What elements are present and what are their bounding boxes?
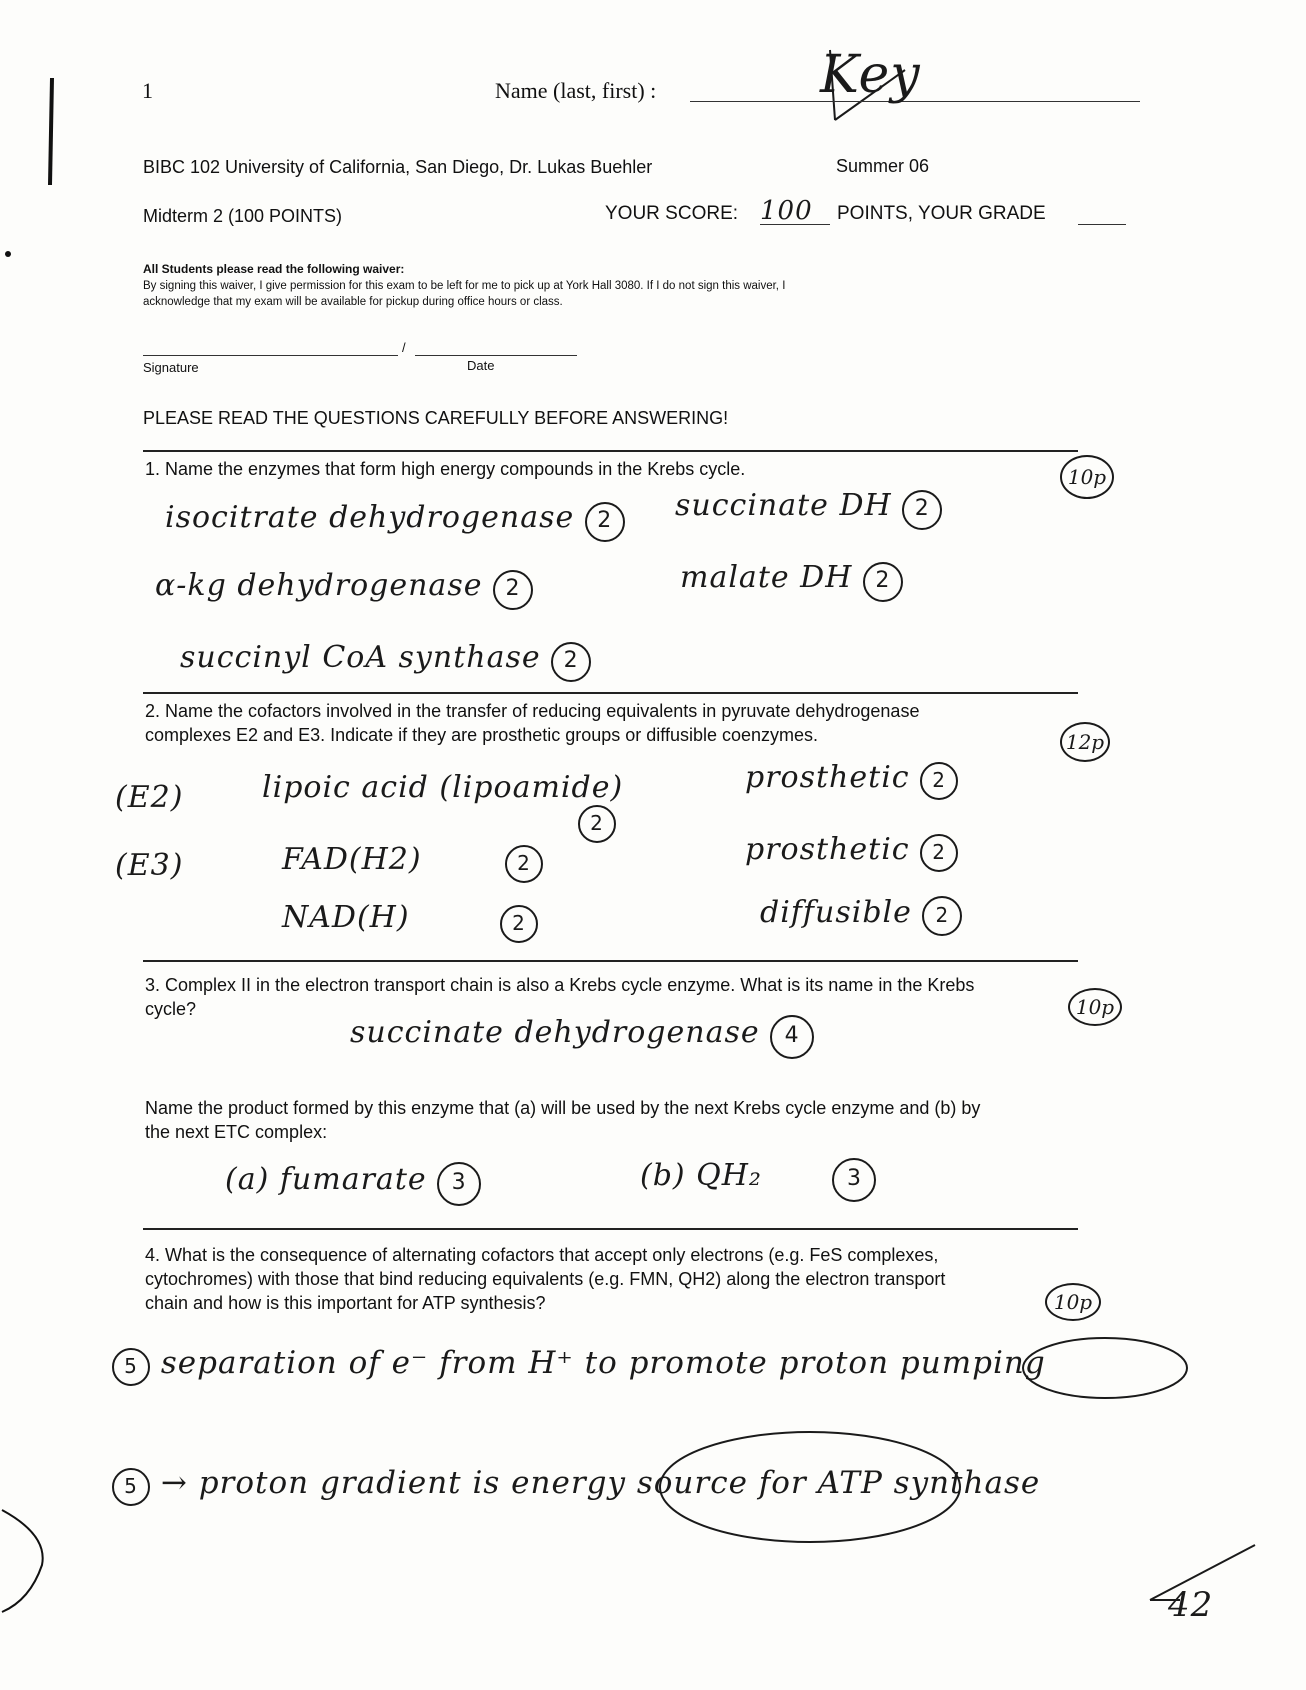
q2-type-3-mark: 2	[922, 896, 962, 936]
q4-points: 10p	[1045, 1283, 1101, 1321]
q1-answer-4-mark: 2	[863, 562, 903, 602]
name-label: Name (last, first) :	[495, 78, 657, 103]
q3-text-line1: 3. Complex II in the electron transport chain is also a Krebs cycle enzyme. What is its name in the Krebs	[145, 975, 975, 995]
score-label: YOUR SCORE:	[605, 203, 739, 224]
q1-answer-3: α-kg dehydrogenase 2	[155, 568, 533, 610]
q2-label-e2: (E2)	[115, 780, 184, 815]
q2-answer-2-mark-wrap	[505, 845, 543, 883]
q4-answer-line2: 5 → proton gradient is energy source for ATP synthase	[112, 1465, 1040, 1506]
q4-mark2: 5	[112, 1468, 150, 1506]
q2-answer-3-mark: 2	[500, 905, 538, 943]
q3-points: 10p	[1068, 988, 1122, 1026]
q1-answer-1-mark: 2	[585, 502, 625, 542]
q2-answer-1: lipoic acid (lipoamide)	[262, 770, 624, 805]
q1-answer-1: isocitrate dehydrogenase 2	[165, 500, 625, 542]
waiver-text-line1: By signing this waiver, I give permission for this exam to be left for me to pick up at York Hall 3080. If I do not sign this waiver, I	[143, 280, 786, 292]
q2-text-line1: 2. Name the cofactors involved in the transfer of reducing equivalents in pyruvate dehydrogenase	[145, 701, 920, 721]
q1-points: 10p	[1060, 455, 1114, 499]
q2-answer-3: NAD(H)	[282, 900, 410, 935]
course-line: BIBC 102 University of California, San Diego, Dr. Lukas Buehler	[143, 157, 653, 177]
q3-rule	[143, 960, 1078, 962]
q2-answer-1-mark-wrap	[578, 805, 616, 843]
q1-answer-4: malate DH 2	[680, 560, 903, 602]
signature-line	[143, 355, 398, 356]
q2-type-2-mark: 2	[920, 834, 958, 872]
q1-answer-5: succinyl CoA synthase 2	[180, 640, 591, 682]
score-value: 100	[760, 196, 813, 226]
instructions: PLEASE READ THE QUESTIONS CAREFULLY BEFORE ANSWERING!	[143, 408, 729, 428]
q3-answer: succinate dehydrogenase 4	[350, 1015, 814, 1059]
page-total: 42	[1168, 1585, 1214, 1625]
q2-points: 12p	[1060, 722, 1110, 762]
q4-text-line1: 4. What is the consequence of alternating cofactors that accept only electrons (e.g. FeS complexes,	[145, 1245, 939, 1265]
q2-answer-1-mark: 2	[578, 805, 616, 843]
date-label: Date	[467, 358, 495, 373]
date-line	[415, 355, 577, 356]
q1-rule	[143, 450, 1078, 452]
q3-sub-mark-b: 3	[832, 1158, 876, 1202]
q2-type-3: diffusible 2	[760, 895, 962, 936]
q1-answer-3-mark: 2	[493, 570, 533, 610]
q3-text-line2: cycle?	[145, 999, 197, 1019]
q2-answer-2: FAD(H2)	[282, 842, 422, 877]
q1-text: 1. Name the enzymes that form high energy compounds in the Krebs cycle.	[145, 459, 746, 479]
name-value: Key	[820, 45, 921, 105]
q2-answer-2-mark: 2	[505, 845, 543, 883]
q4-text-line2: cytochromes) with those that bind reducing equivalents (e.g. FMN, QH2) along the electron transport	[145, 1269, 946, 1289]
q4-answer-line1: 5 separation of e⁻ from H⁺ to promote proton pumping	[112, 1345, 1046, 1386]
q2-text-line2: complexes E2 and E3. Indicate if they are prosthetic groups or diffusible coenzymes.	[145, 725, 819, 745]
q2-type-1: prosthetic 2	[745, 760, 958, 800]
q3-sub-answer-b: (b) QH₂ 3	[640, 1158, 876, 1202]
grade-label: POINTS, YOUR GRADE	[837, 203, 1046, 224]
q4-text-line3: chain and how is this important for ATP synthesis?	[145, 1293, 546, 1313]
q3-sub-text-line2: the next ETC complex:	[145, 1122, 328, 1142]
q3-sub-text-line1: Name the product formed by this enzyme that (a) will be used by the next Krebs cycle enzyme and (b) by	[145, 1098, 981, 1118]
q3-sub-mark-a: 3	[437, 1162, 481, 1206]
exam-title: Midterm 2 (100 POINTS)	[143, 206, 343, 226]
signature-label: Signature	[143, 360, 199, 375]
q2-type-2: prosthetic 2	[745, 832, 958, 872]
term: Summer 06	[836, 156, 930, 176]
q4-rule	[143, 1228, 1078, 1230]
q2-answer-3-mark-wrap	[500, 905, 538, 943]
q3-answer-mark: 4	[770, 1015, 814, 1059]
q2-rule	[143, 692, 1078, 694]
waiver-title: All Students please read the following waiver:	[143, 262, 405, 276]
page-number: 1	[142, 78, 153, 103]
q1-answer-2: succinate DH 2	[675, 488, 942, 530]
grade-line	[1078, 224, 1126, 225]
q1-answer-5-mark: 2	[551, 642, 591, 682]
q1-answer-2-mark: 2	[902, 490, 942, 530]
q2-label-e3: (E3)	[115, 848, 184, 883]
q4-mark1: 5	[112, 1348, 150, 1386]
signature-date-slash: /	[402, 340, 406, 355]
waiver-text-line2: acknowledge that my exam will be available for pickup during office hours or class.	[143, 296, 563, 308]
q3-sub-answer-a: (a) fumarate 3	[225, 1162, 481, 1206]
q2-type-1-mark: 2	[920, 762, 958, 800]
